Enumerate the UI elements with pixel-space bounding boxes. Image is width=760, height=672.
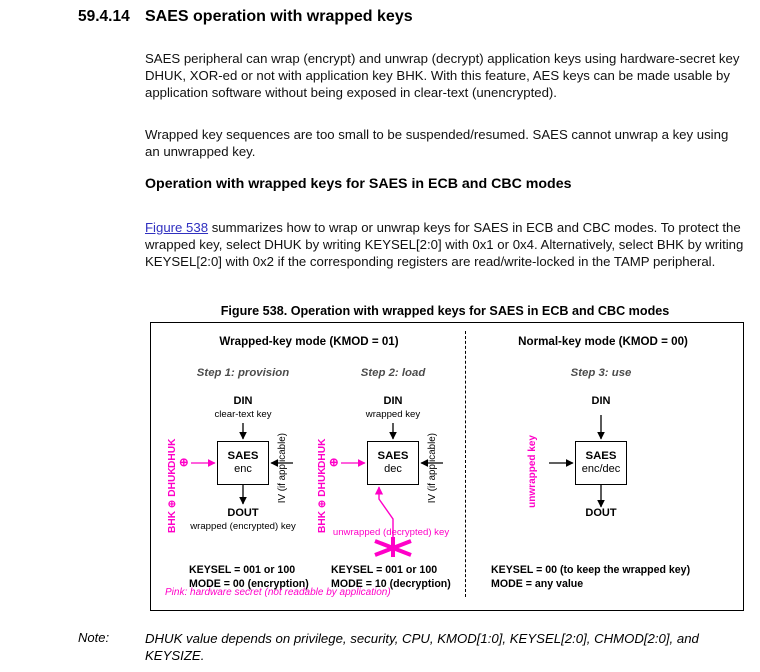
col2-mode-text: MODE = 10 (decryption) [331, 578, 451, 590]
col3-din-label: DIN [591, 395, 611, 407]
section-title: SAES operation with wrapped keys [145, 8, 413, 25]
col1-dout-label: DOUT [227, 507, 259, 519]
figure-538-link[interactable]: Figure 538 [145, 220, 209, 235]
paragraph-figure-ref-text: summarizes how to wrap or unwrap keys for SAES in ECB and CBC modes. To protect the wrapped key, select DHUK by writing KEYSEL[2:0] with 0x1 or 0x4. Alternatively, select BHK by writing KEYSEL[2:0] with 0x2 if the corresponding registers are read/write-locked in the TAMP peripheral. [145, 220, 744, 269]
saes-block-enc [217, 441, 269, 485]
col2-bhk-dhuk-label: BHK ⊕ DHUK [317, 467, 328, 533]
note-label: Note: [78, 630, 110, 645]
mode-wrapped-title: Wrapped-key mode (KMOD = 01) [219, 335, 399, 348]
saes-block-enc-title: SAES [227, 450, 259, 462]
figure-divider [465, 331, 466, 597]
figure-pink-note: Pink: hardware secret (not readable by application) [165, 587, 391, 598]
section-heading [0, 8, 760, 26]
saes-block-enc-sub: enc [234, 463, 252, 475]
col1-xor-sign: ⊕ [179, 457, 189, 469]
mode-normal-title: Normal-key mode (KMOD = 00) [518, 335, 688, 348]
step-1-label: Step 1: provision [196, 367, 290, 379]
paragraph-figure-ref [145, 219, 745, 270]
col3-mode-text: MODE = any value [491, 578, 584, 590]
step-3-label: Step 3: use [570, 367, 632, 379]
col3-keysel-text: KEYSEL = 00 (to keep the wrapped key) [491, 564, 691, 576]
col1-din-sublabel: clear-text key [214, 409, 272, 420]
col1-dhuk-label: DHUK [167, 438, 178, 468]
saes-block-encdec-title: SAES [585, 450, 617, 462]
saes-block-encdec [575, 441, 627, 485]
paragraph-intro: SAES peripheral can wrap (encrypt) and unwrap (decrypt) application keys using hardware-secret key DHUK, XOR-ed or not with application key BHK. With this feature, AES keys can be made usable by application software without being exposed in clear-text (unencrypted). [145, 51, 740, 100]
col2-din-label: DIN [383, 395, 403, 407]
saes-block-dec-sub: dec [384, 463, 402, 475]
col3-config [491, 563, 690, 591]
figure-caption: Figure 538. Operation with wrapped keys for SAES in ECB and CBC modes [220, 304, 670, 318]
col2-iv-label: IV (if applicable) [427, 433, 438, 504]
saes-block-dec-title: SAES [377, 450, 409, 462]
col2-dhuk-label: DHUK [317, 438, 328, 468]
col2-keysel-text: KEYSEL = 001 or 100 [331, 564, 438, 576]
note-text: DHUK value depends on privilege, security, CPU, KMOD[1:0], KEYSEL[2:0], CHMOD[2:0], and KEYSIZE. [145, 631, 699, 663]
col1-iv-label: IV (if applicable) [277, 433, 288, 504]
col2-din-sublabel: wrapped key [365, 409, 421, 420]
col2-unwrapped-key-note: unwrapped (decrypted) key [332, 527, 450, 538]
figure-538 [150, 322, 744, 611]
col2-xor-sign: ⊕ [329, 457, 339, 469]
col1-dout-sublabel: wrapped (encrypted) key [190, 521, 296, 532]
section-number: 59.4.14 [78, 8, 130, 25]
col1-bhk-dhuk-label: BHK ⊕ DHUK [167, 467, 178, 533]
col1-mode-text: MODE = 00 (encryption) [189, 578, 309, 590]
col3-unwrapped-key-label: unwrapped key [527, 435, 538, 508]
col1-din-label: DIN [233, 395, 253, 407]
subsection-heading: Operation with wrapped keys for SAES in ECB and CBC modes [145, 176, 572, 192]
step-2-label: Step 2: load [360, 367, 426, 379]
col1-keysel-text: KEYSEL = 001 or 100 [189, 564, 296, 576]
saes-block-dec [367, 441, 419, 485]
paragraph-wrapped-sequences: Wrapped key sequences are too small to be suspended/resumed. SAES cannot unwrap a key using an unwrapped key. [145, 127, 729, 159]
col3-dout-label: DOUT [585, 507, 617, 519]
saes-block-encdec-sub: enc/dec [581, 463, 621, 475]
